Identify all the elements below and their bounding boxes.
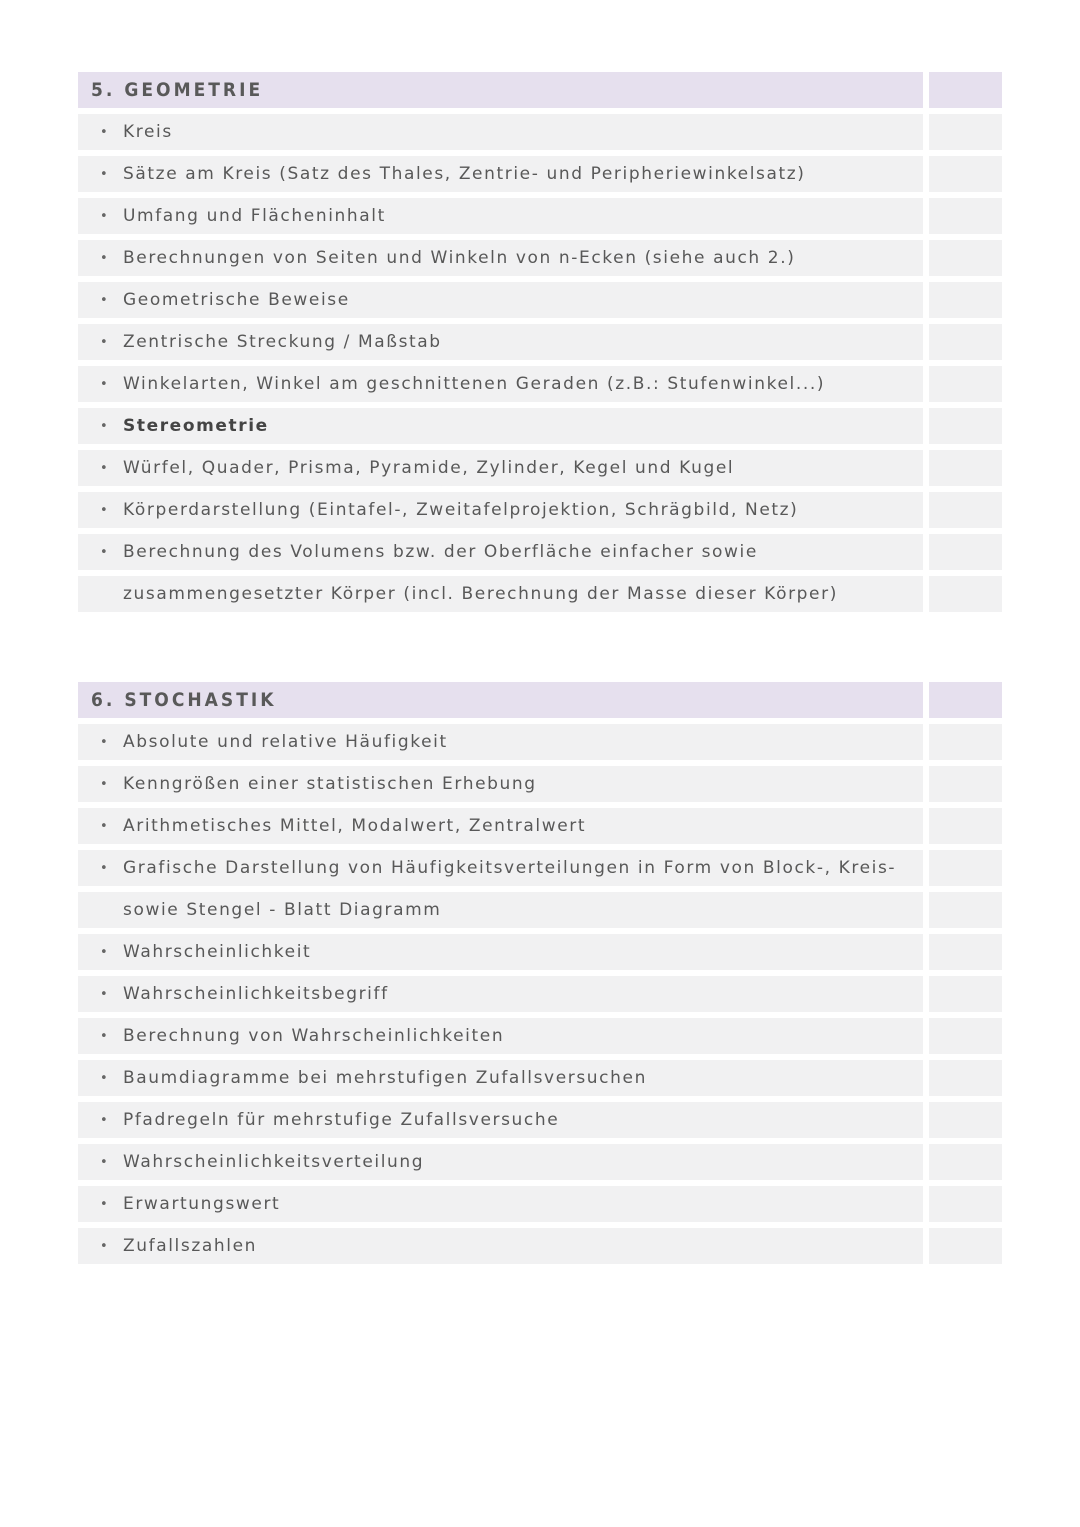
topic-cell bbox=[78, 1144, 923, 1180]
list-item bbox=[78, 934, 1002, 970]
topic-text: zusammengesetzter Körper (incl. Berechnung der Masse dieser Körper) bbox=[123, 584, 838, 604]
check-cell[interactable] bbox=[929, 198, 1002, 234]
topic-cell bbox=[78, 1186, 923, 1222]
bullet-icon: • bbox=[100, 1238, 108, 1254]
topic-cell bbox=[78, 576, 923, 612]
topic-text: sowie Stengel - Blatt Diagramm bbox=[123, 900, 442, 920]
topic-text: Grafische Darstellung von Häufigkeitsverteilungen in Form von Block-, Kreis- bbox=[123, 858, 897, 878]
bullet-icon: • bbox=[100, 124, 108, 140]
bullet-icon: • bbox=[100, 544, 108, 560]
check-cell[interactable] bbox=[929, 1228, 1002, 1264]
section-stochastik bbox=[78, 682, 1002, 1270]
bullet-icon: • bbox=[100, 860, 108, 876]
check-cell[interactable] bbox=[929, 156, 1002, 192]
section-title: 6. STOCHASTIK bbox=[91, 689, 277, 711]
check-cell[interactable] bbox=[929, 1102, 1002, 1138]
check-cell[interactable] bbox=[929, 492, 1002, 528]
list-item bbox=[78, 492, 1002, 528]
bullet-icon: • bbox=[100, 818, 108, 834]
list-item bbox=[78, 114, 1002, 150]
list-item bbox=[78, 450, 1002, 486]
topic-cell bbox=[78, 198, 923, 234]
topic-cell bbox=[78, 934, 923, 970]
topic-cell bbox=[78, 724, 923, 760]
bullet-icon: • bbox=[100, 734, 108, 750]
check-cell[interactable] bbox=[929, 450, 1002, 486]
bullet-icon: • bbox=[100, 250, 108, 266]
check-cell[interactable] bbox=[929, 1144, 1002, 1180]
list-item bbox=[78, 808, 1002, 844]
list-item bbox=[78, 724, 1002, 760]
topic-cell bbox=[78, 240, 923, 276]
list-item bbox=[78, 1228, 1002, 1264]
check-cell[interactable] bbox=[929, 1186, 1002, 1222]
check-cell[interactable] bbox=[929, 682, 1002, 718]
topic-text: Umfang und Flächeninhalt bbox=[123, 206, 386, 226]
check-cell[interactable] bbox=[929, 114, 1002, 150]
list-item bbox=[78, 282, 1002, 318]
check-cell[interactable] bbox=[929, 976, 1002, 1012]
topic-cell bbox=[78, 282, 923, 318]
section-header bbox=[78, 72, 1002, 108]
check-cell[interactable] bbox=[929, 850, 1002, 886]
topic-text: Winkelarten, Winkel am geschnittenen Geraden (z.B.: Stufenwinkel...) bbox=[123, 374, 826, 394]
bullet-icon: • bbox=[100, 1154, 108, 1170]
list-item bbox=[78, 1018, 1002, 1054]
bullet-icon: • bbox=[100, 376, 108, 392]
bullet-icon: • bbox=[100, 418, 108, 434]
topic-cell bbox=[78, 534, 923, 570]
topic-cell bbox=[78, 1102, 923, 1138]
list-item bbox=[78, 198, 1002, 234]
topic-text: Würfel, Quader, Prisma, Pyramide, Zylinder, Kegel und Kugel bbox=[123, 458, 735, 478]
topic-text: Berechnungen von Seiten und Winkeln von n-Ecken (siehe auch 2.) bbox=[123, 248, 796, 268]
check-cell[interactable] bbox=[929, 808, 1002, 844]
topic-text: Zentrische Streckung / Maßstab bbox=[123, 332, 442, 352]
bullet-icon: • bbox=[100, 292, 108, 308]
topic-text: Berechnung von Wahrscheinlichkeiten bbox=[123, 1026, 505, 1046]
check-cell[interactable] bbox=[929, 576, 1002, 612]
section-geometrie bbox=[78, 72, 1002, 618]
list-item bbox=[78, 366, 1002, 402]
topic-cell bbox=[78, 766, 923, 802]
bullet-icon: • bbox=[100, 1028, 108, 1044]
topic-text: Arithmetisches Mittel, Modalwert, Zentralwert bbox=[123, 816, 587, 836]
topic-cell bbox=[78, 850, 923, 886]
topic-cell bbox=[78, 450, 923, 486]
section-title: 5. GEOMETRIE bbox=[91, 79, 264, 101]
check-cell[interactable] bbox=[929, 766, 1002, 802]
topic-cell bbox=[78, 156, 923, 192]
list-item bbox=[78, 534, 1002, 570]
list-item bbox=[78, 1186, 1002, 1222]
list-item bbox=[78, 1060, 1002, 1096]
bullet-icon: • bbox=[100, 776, 108, 792]
bullet-icon: • bbox=[100, 1196, 108, 1212]
list-item bbox=[78, 156, 1002, 192]
bullet-icon: • bbox=[100, 502, 108, 518]
topic-cell bbox=[78, 408, 923, 444]
topic-cell bbox=[78, 366, 923, 402]
topic-text: Wahrscheinlichkeit bbox=[123, 942, 312, 962]
topic-text: Sätze am Kreis (Satz des Thales, Zentrie- und Peripheriewinkelsatz) bbox=[123, 164, 806, 184]
check-cell[interactable] bbox=[929, 534, 1002, 570]
check-cell[interactable] bbox=[929, 1060, 1002, 1096]
check-cell[interactable] bbox=[929, 366, 1002, 402]
check-cell[interactable] bbox=[929, 282, 1002, 318]
check-cell[interactable] bbox=[929, 892, 1002, 928]
check-cell[interactable] bbox=[929, 1018, 1002, 1054]
check-cell[interactable] bbox=[929, 324, 1002, 360]
section-header bbox=[78, 682, 1002, 718]
topic-text: Absolute und relative Häufigkeit bbox=[123, 732, 448, 752]
topic-text: Wahrscheinlichkeitsbegriff bbox=[123, 984, 389, 1004]
topic-cell bbox=[78, 808, 923, 844]
list-item bbox=[78, 240, 1002, 276]
list-item bbox=[78, 1102, 1002, 1138]
list-item bbox=[78, 766, 1002, 802]
topic-text: Wahrscheinlichkeitsverteilung bbox=[123, 1152, 425, 1172]
section-header-cell bbox=[78, 682, 923, 718]
check-cell[interactable] bbox=[929, 72, 1002, 108]
topic-text: Zufallszahlen bbox=[123, 1236, 257, 1256]
topic-text: Pfadregeln für mehrstufige Zufallsversuche bbox=[123, 1110, 560, 1130]
list-item bbox=[78, 892, 1002, 928]
list-item bbox=[78, 324, 1002, 360]
list-item bbox=[78, 1144, 1002, 1180]
bullet-icon: • bbox=[100, 1070, 108, 1086]
check-cell[interactable] bbox=[929, 724, 1002, 760]
topic-text: Kenngrößen einer statistischen Erhebung bbox=[123, 774, 537, 794]
list-item bbox=[78, 976, 1002, 1012]
topic-cell bbox=[78, 492, 923, 528]
list-item bbox=[78, 850, 1002, 886]
bullet-icon: • bbox=[100, 460, 108, 476]
topic-cell bbox=[78, 892, 923, 928]
topic-cell bbox=[78, 1228, 923, 1264]
list-item bbox=[78, 408, 1002, 444]
bullet-icon: • bbox=[100, 986, 108, 1002]
topic-text: Erwartungswert bbox=[123, 1194, 281, 1214]
topic-text: Geometrische Beweise bbox=[123, 290, 350, 310]
section-header-cell bbox=[78, 72, 923, 108]
bullet-icon: • bbox=[100, 208, 108, 224]
topic-cell bbox=[78, 114, 923, 150]
bullet-icon: • bbox=[100, 1112, 108, 1128]
check-cell[interactable] bbox=[929, 408, 1002, 444]
bullet-icon: • bbox=[100, 166, 108, 182]
topic-text: Berechnung des Volumens bzw. der Oberfläche einfacher sowie bbox=[123, 542, 758, 562]
topic-text: Kreis bbox=[123, 122, 173, 142]
topic-cell bbox=[78, 976, 923, 1012]
check-cell[interactable] bbox=[929, 934, 1002, 970]
bullet-icon: • bbox=[100, 944, 108, 960]
topic-text: Baumdiagramme bei mehrstufigen Zufallsversuchen bbox=[123, 1068, 647, 1088]
topic-cell bbox=[78, 1018, 923, 1054]
topic-cell bbox=[78, 1060, 923, 1096]
check-cell[interactable] bbox=[929, 240, 1002, 276]
topic-cell bbox=[78, 324, 923, 360]
bullet-icon: • bbox=[100, 334, 108, 350]
topic-text: Körperdarstellung (Eintafel-, Zweitafelprojektion, Schrägbild, Netz) bbox=[123, 500, 799, 520]
topic-text: Stereometrie bbox=[123, 416, 269, 436]
list-item bbox=[78, 576, 1002, 612]
